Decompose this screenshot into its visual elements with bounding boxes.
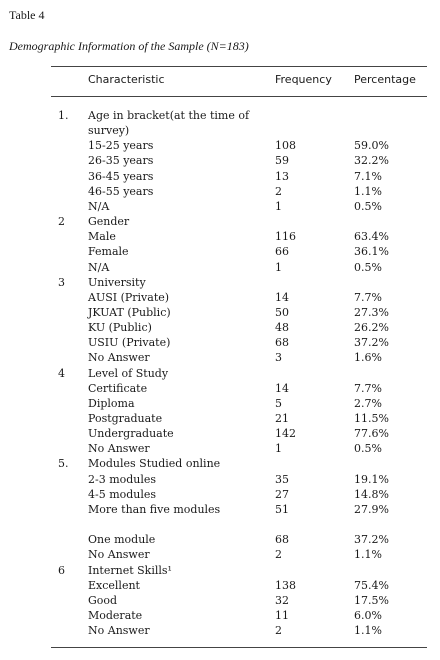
table-row (0, 502, 440, 517)
header-percentage: Percentage (354, 73, 416, 86)
table-row (0, 350, 440, 365)
row-percentage: 11.5% (354, 412, 389, 425)
row-frequency: 138 (275, 579, 296, 592)
row-percentage: 19.1% (354, 473, 389, 486)
row-percentage: 1.6% (354, 351, 382, 364)
row-label: Good (88, 594, 118, 607)
row-percentage: 17.5% (354, 594, 389, 607)
row-label: Male (88, 230, 116, 243)
row-frequency: 27 (275, 488, 289, 501)
row-label: Level of Study (88, 367, 169, 380)
row-percentage: 27.3% (354, 306, 389, 319)
table-row (0, 472, 440, 487)
table-row (0, 517, 440, 532)
table-row (0, 320, 440, 335)
table-top-rule (51, 66, 427, 67)
row-frequency: 68 (275, 533, 289, 546)
row-frequency: 1 (275, 261, 282, 274)
row-label: Undergraduate (88, 427, 174, 440)
row-frequency: 14 (275, 291, 289, 304)
row-frequency: 142 (275, 427, 296, 440)
row-label: 26-35 years (88, 154, 154, 167)
table-row (0, 593, 440, 608)
row-frequency: 35 (275, 473, 289, 486)
row-label: No Answer (88, 442, 150, 455)
row-label: USIU (Private) (88, 336, 171, 349)
row-percentage: 7.7% (354, 291, 382, 304)
row-label: Certificate (88, 382, 148, 395)
table-row (0, 578, 440, 593)
table-row (0, 305, 440, 320)
table-row (0, 547, 440, 562)
row-label: Excellent (88, 579, 140, 592)
row-frequency: 21 (275, 412, 289, 425)
row-frequency: 51 (275, 503, 289, 516)
row-percentage: 37.2% (354, 533, 389, 546)
header-frequency: Frequency (275, 73, 332, 86)
row-label: Gender (88, 215, 130, 228)
row-label: 15-25 years (88, 139, 154, 152)
row-number: 1. (58, 109, 69, 122)
row-number: 2 (58, 215, 65, 228)
row-percentage: 0.5% (354, 200, 382, 213)
table-row (0, 623, 440, 638)
table-row (0, 381, 440, 396)
row-frequency: 66 (275, 245, 289, 258)
row-percentage: 77.6% (354, 427, 389, 440)
row-frequency: 116 (275, 230, 296, 243)
row-percentage: 1.1% (354, 548, 382, 561)
row-label: N/A (88, 200, 110, 213)
table-row (0, 335, 440, 350)
table-row (0, 229, 440, 244)
table-row (0, 123, 440, 138)
table-row (0, 260, 440, 275)
table-row (0, 456, 440, 471)
row-frequency: 2 (275, 548, 282, 561)
row-percentage: 6.0% (354, 609, 382, 622)
row-label: Internet Skills¹ (88, 564, 172, 577)
row-frequency: 108 (275, 139, 296, 152)
table-row (0, 290, 440, 305)
table-row (0, 563, 440, 578)
row-frequency: 1 (275, 442, 282, 455)
table-row (0, 608, 440, 623)
row-frequency: 50 (275, 306, 289, 319)
table-row (0, 426, 440, 441)
row-label: Moderate (88, 609, 143, 622)
table-row (0, 396, 440, 411)
table-row (0, 214, 440, 229)
row-label: 36-45 years (88, 170, 154, 183)
row-percentage: 27.9% (354, 503, 389, 516)
row-frequency: 11 (275, 609, 289, 622)
row-label: Age in bracket(at the time of (88, 109, 250, 122)
row-frequency: 2 (275, 624, 282, 637)
row-label: 2-3 modules (88, 473, 157, 486)
table-row (0, 199, 440, 214)
row-label: No Answer (88, 351, 150, 364)
table-row (0, 108, 440, 123)
row-percentage: 7.7% (354, 382, 382, 395)
row-percentage: 63.4% (354, 230, 389, 243)
table-row (0, 244, 440, 259)
row-label: One module (88, 533, 156, 546)
row-frequency: 3 (275, 351, 282, 364)
row-percentage: 59.0% (354, 139, 389, 152)
row-percentage: 1.1% (354, 185, 382, 198)
row-label: Postgraduate (88, 412, 163, 425)
row-label: KU (Public) (88, 321, 152, 334)
row-label: Diploma (88, 397, 135, 410)
row-percentage: 1.1% (354, 624, 382, 637)
row-frequency: 68 (275, 336, 289, 349)
table-row (0, 169, 440, 184)
row-label: No Answer (88, 548, 150, 561)
row-number: 5. (58, 457, 69, 470)
row-frequency: 32 (275, 594, 289, 607)
row-percentage: 7.1% (354, 170, 382, 183)
header-rule (51, 96, 427, 97)
row-label: University (88, 276, 146, 289)
row-percentage: 26.2% (354, 321, 389, 334)
row-number: 6 (58, 564, 65, 577)
row-frequency: 2 (275, 185, 282, 198)
row-label: Modules Studied online (88, 457, 221, 470)
table-caption: Demographic Information of the Sample (N=183) (9, 39, 249, 53)
row-label: No Answer (88, 624, 150, 637)
row-frequency: 13 (275, 170, 289, 183)
table-row (0, 441, 440, 456)
row-label: Female (88, 245, 129, 258)
row-frequency: 59 (275, 154, 289, 167)
row-frequency: 48 (275, 321, 289, 334)
table-row (0, 487, 440, 502)
row-frequency: 14 (275, 382, 289, 395)
row-label: AUSI (Private) (88, 291, 170, 304)
row-frequency: 1 (275, 200, 282, 213)
table-bottom-rule (51, 647, 427, 648)
table-row (0, 153, 440, 168)
row-frequency: 5 (275, 397, 282, 410)
row-label: JKUAT (Public) (88, 306, 171, 319)
row-percentage: 0.5% (354, 442, 382, 455)
table-row (0, 275, 440, 290)
row-percentage: 36.1% (354, 245, 389, 258)
row-label: 4-5 modules (88, 488, 157, 501)
row-label: More than five modules (88, 503, 221, 516)
header-characteristic: Characteristic (88, 73, 165, 86)
table-row (0, 532, 440, 547)
row-percentage: 0.5% (354, 261, 382, 274)
table-label: Table 4 (9, 8, 45, 22)
row-label: N/A (88, 261, 110, 274)
row-percentage: 37.2% (354, 336, 389, 349)
row-label: survey) (88, 124, 130, 137)
row-percentage: 32.2% (354, 154, 389, 167)
row-label: 46-55 years (88, 185, 154, 198)
table-row (0, 366, 440, 381)
row-percentage: 14.8% (354, 488, 389, 501)
row-number: 3 (58, 276, 65, 289)
table-row (0, 138, 440, 153)
row-percentage: 75.4% (354, 579, 389, 592)
row-number: 4 (58, 367, 65, 380)
row-percentage: 2.7% (354, 397, 382, 410)
table-row (0, 184, 440, 199)
table-row (0, 411, 440, 426)
